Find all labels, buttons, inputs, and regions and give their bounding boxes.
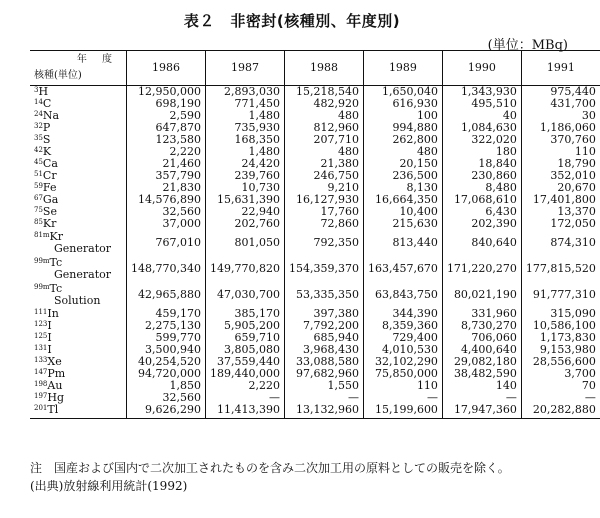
value-cell: 32,102,290 bbox=[363, 356, 442, 368]
nuclide-cell bbox=[30, 356, 127, 368]
value-cell: 239,760 bbox=[205, 170, 284, 182]
value-cell: 163,457,670 bbox=[363, 256, 442, 282]
value-cell: 17,947,360 bbox=[442, 404, 521, 419]
nuclide-subtype: Generator bbox=[54, 268, 112, 281]
data-table bbox=[30, 50, 600, 419]
element-symbol: Kr bbox=[49, 230, 64, 243]
value-cell: 171,220,270 bbox=[442, 256, 521, 282]
value-cell: 812,960 bbox=[284, 122, 363, 134]
value-cell: 75,850,000 bbox=[363, 368, 442, 380]
value-cell: 1,550 bbox=[284, 380, 363, 392]
element-symbol: Xe bbox=[47, 355, 62, 368]
element-symbol: In bbox=[47, 307, 59, 320]
value-cell: 22,940 bbox=[205, 206, 284, 218]
mass-number: 24 bbox=[34, 110, 43, 118]
value-cell: 29,082,180 bbox=[442, 356, 521, 368]
value-cell: 262,800 bbox=[363, 134, 442, 146]
value-cell: 2,893,030 bbox=[205, 86, 284, 99]
value-cell: 207,710 bbox=[284, 134, 363, 146]
value-cell: 975,440 bbox=[521, 86, 599, 99]
value-cell: 123,580 bbox=[127, 134, 206, 146]
value-cell: 16,664,350 bbox=[363, 194, 442, 206]
element-symbol: S bbox=[42, 133, 51, 146]
element-symbol: I bbox=[47, 319, 52, 332]
header-row bbox=[30, 51, 600, 86]
table-row bbox=[30, 404, 600, 419]
year-header: 1988 bbox=[284, 51, 363, 86]
mass-number: 201 bbox=[34, 404, 48, 412]
value-cell: 994,880 bbox=[363, 122, 442, 134]
value-cell: 110 bbox=[363, 380, 442, 392]
element-symbol: I bbox=[47, 343, 52, 356]
value-cell: 17,760 bbox=[284, 206, 363, 218]
mass-number: 81m bbox=[34, 231, 50, 239]
nuclide-cell bbox=[30, 404, 127, 419]
year-header: 1991 bbox=[521, 51, 599, 86]
year-header: 1986 bbox=[127, 51, 206, 86]
mass-number: 85 bbox=[34, 218, 43, 226]
value-cell: 322,020 bbox=[442, 134, 521, 146]
value-cell: 647,870 bbox=[127, 122, 206, 134]
value-cell: 20,282,880 bbox=[521, 404, 599, 419]
value-cell: 18,790 bbox=[521, 158, 599, 170]
mass-number: 32 bbox=[34, 122, 43, 130]
value-cell: 40 bbox=[442, 110, 521, 122]
value-cell: 80,021,190 bbox=[442, 282, 521, 308]
value-cell: 110 bbox=[521, 146, 599, 158]
value-cell: 480 bbox=[284, 110, 363, 122]
value-cell: 1,650,040 bbox=[363, 86, 442, 99]
value-cell: 1,343,930 bbox=[442, 86, 521, 99]
value-cell: 1,480 bbox=[205, 110, 284, 122]
value-cell: 874,310 bbox=[521, 230, 599, 256]
element-symbol: H bbox=[38, 85, 49, 98]
value-cell: 8,359,360 bbox=[363, 320, 442, 332]
value-cell: 4,010,530 bbox=[363, 344, 442, 356]
year-header: 1990 bbox=[442, 51, 521, 86]
value-cell: 21,460 bbox=[127, 158, 206, 170]
value-cell: 10,730 bbox=[205, 182, 284, 194]
value-cell: 8,130 bbox=[363, 182, 442, 194]
value-cell: 16,127,930 bbox=[284, 194, 363, 206]
mass-number: 51 bbox=[34, 170, 43, 178]
value-cell: 706,060 bbox=[442, 332, 521, 344]
mass-number: 3 bbox=[34, 86, 39, 94]
value-cell: 15,199,600 bbox=[363, 404, 442, 419]
value-cell: 840,640 bbox=[442, 230, 521, 256]
table-row bbox=[30, 282, 600, 308]
value-cell: 9,626,290 bbox=[127, 404, 206, 419]
value-cell: 202,390 bbox=[442, 218, 521, 230]
unit-label: (単位：MBq) bbox=[487, 38, 568, 53]
nuclide-cell bbox=[30, 308, 127, 320]
element-symbol: Ga bbox=[42, 193, 59, 206]
value-cell: 18,840 bbox=[442, 158, 521, 170]
value-cell: 10,586,100 bbox=[521, 320, 599, 332]
value-cell: 698,190 bbox=[127, 98, 206, 110]
mass-number: 131 bbox=[34, 344, 48, 352]
value-cell: 480 bbox=[363, 146, 442, 158]
mass-number: 125 bbox=[34, 332, 48, 340]
value-cell: 15,631,390 bbox=[205, 194, 284, 206]
value-cell: 2,220 bbox=[205, 380, 284, 392]
table-row bbox=[30, 218, 600, 230]
value-cell: 2,275,130 bbox=[127, 320, 206, 332]
value-cell: 154,359,370 bbox=[284, 256, 363, 282]
value-cell: 12,950,000 bbox=[127, 86, 206, 99]
mass-number: 147 bbox=[34, 368, 48, 376]
value-cell: 37,559,440 bbox=[205, 356, 284, 368]
element-symbol: K bbox=[42, 145, 52, 158]
nuclide-cell bbox=[30, 320, 127, 332]
value-cell: 735,930 bbox=[205, 122, 284, 134]
value-cell: 315,090 bbox=[521, 308, 599, 320]
value-cell: 38,482,590 bbox=[442, 368, 521, 380]
value-cell: 3,805,080 bbox=[205, 344, 284, 356]
mass-number: 111 bbox=[34, 308, 48, 316]
mass-number: 198 bbox=[34, 380, 48, 388]
value-cell: 767,010 bbox=[127, 230, 206, 256]
value-cell: — bbox=[205, 392, 284, 404]
value-cell: 14,576,890 bbox=[127, 194, 206, 206]
value-cell: 2,590 bbox=[127, 110, 206, 122]
value-cell: 599,770 bbox=[127, 332, 206, 344]
value-cell: 32,560 bbox=[127, 392, 206, 404]
mass-number: 42 bbox=[34, 146, 43, 154]
value-cell: 1,850 bbox=[127, 380, 206, 392]
value-cell: 236,500 bbox=[363, 170, 442, 182]
element-symbol: C bbox=[42, 97, 52, 110]
value-cell: 13,132,960 bbox=[284, 404, 363, 419]
value-cell: 7,792,200 bbox=[284, 320, 363, 332]
element-symbol: I bbox=[47, 331, 52, 344]
nuclide-header-label: 核種(単位) bbox=[34, 70, 82, 81]
value-cell: 21,830 bbox=[127, 182, 206, 194]
nuclide-cell bbox=[30, 282, 127, 308]
value-cell: — bbox=[521, 392, 599, 404]
mass-number: 197 bbox=[34, 392, 48, 400]
corner-header bbox=[30, 51, 127, 86]
value-cell: 140 bbox=[442, 380, 521, 392]
mass-number: 59 bbox=[34, 182, 43, 190]
footnote: 注 国産および国内で二次加工されたものを含み二次加工用の原料としての販売を除く。 bbox=[30, 461, 510, 475]
value-cell: 33,088,580 bbox=[284, 356, 363, 368]
value-cell: 397,380 bbox=[284, 308, 363, 320]
value-cell: 5,905,200 bbox=[205, 320, 284, 332]
value-cell: 177,815,520 bbox=[521, 256, 599, 282]
mass-number: 14 bbox=[34, 98, 43, 106]
table-row bbox=[30, 256, 600, 282]
value-cell: 20,670 bbox=[521, 182, 599, 194]
mass-number: 133 bbox=[34, 356, 48, 364]
mass-number: 75 bbox=[34, 206, 43, 214]
value-cell: 8,480 bbox=[442, 182, 521, 194]
value-cell: 42,965,880 bbox=[127, 282, 206, 308]
value-cell: 24,420 bbox=[205, 158, 284, 170]
table-row bbox=[30, 230, 600, 256]
value-cell: 1,186,060 bbox=[521, 122, 599, 134]
nuclide-subtype: Generator bbox=[54, 242, 112, 255]
mass-number: 67 bbox=[34, 194, 43, 202]
value-cell: 813,440 bbox=[363, 230, 442, 256]
value-cell: 47,030,700 bbox=[205, 282, 284, 308]
value-cell: 495,510 bbox=[442, 98, 521, 110]
value-cell: 40,254,520 bbox=[127, 356, 206, 368]
value-cell: 13,370 bbox=[521, 206, 599, 218]
value-cell: 331,960 bbox=[442, 308, 521, 320]
nuclide-cell bbox=[30, 392, 127, 404]
value-cell: 97,682,960 bbox=[284, 368, 363, 380]
value-cell: 172,050 bbox=[521, 218, 599, 230]
value-cell: 202,760 bbox=[205, 218, 284, 230]
element-symbol: Tc bbox=[49, 256, 63, 269]
value-cell: — bbox=[363, 392, 442, 404]
nuclide-cell bbox=[30, 256, 127, 282]
value-cell: 215,630 bbox=[363, 218, 442, 230]
value-cell: 2,220 bbox=[127, 146, 206, 158]
value-cell: 189,440,000 bbox=[205, 368, 284, 380]
value-cell: 357,790 bbox=[127, 170, 206, 182]
nuclide-cell bbox=[30, 368, 127, 380]
element-symbol: Fe bbox=[42, 181, 57, 194]
value-cell: 30 bbox=[521, 110, 599, 122]
table-title: 表２ 非密封(核種別、年度別) bbox=[183, 12, 401, 30]
mass-number: 99m bbox=[34, 257, 50, 265]
value-cell: 10,400 bbox=[363, 206, 442, 218]
mass-number: 123 bbox=[34, 320, 48, 328]
element-symbol: Se bbox=[42, 205, 57, 218]
element-symbol: Cr bbox=[42, 169, 57, 182]
value-cell: 792,350 bbox=[284, 230, 363, 256]
value-cell: 685,940 bbox=[284, 332, 363, 344]
value-cell: 180 bbox=[442, 146, 521, 158]
value-cell: 28,556,600 bbox=[521, 356, 599, 368]
value-cell: 9,153,980 bbox=[521, 344, 599, 356]
value-cell: 91,777,310 bbox=[521, 282, 599, 308]
source-note: (出典)放射線利用統計(1992) bbox=[30, 479, 188, 493]
element-symbol: Kr bbox=[42, 217, 57, 230]
nuclide-cell bbox=[30, 332, 127, 344]
value-cell: 11,413,390 bbox=[205, 404, 284, 419]
value-cell: 230,860 bbox=[442, 170, 521, 182]
value-cell: 459,170 bbox=[127, 308, 206, 320]
value-cell: 616,930 bbox=[363, 98, 442, 110]
element-symbol: Tl bbox=[47, 403, 59, 416]
value-cell: 771,450 bbox=[205, 98, 284, 110]
value-cell: 6,430 bbox=[442, 206, 521, 218]
year-header-label: 年 度 bbox=[76, 54, 118, 65]
nuclide-cell bbox=[30, 344, 127, 356]
value-cell: 32,560 bbox=[127, 206, 206, 218]
value-cell: 370,760 bbox=[521, 134, 599, 146]
element-symbol: Au bbox=[47, 379, 63, 392]
mass-number: 99m bbox=[34, 283, 50, 291]
value-cell: 15,218,540 bbox=[284, 86, 363, 99]
value-cell: 148,770,340 bbox=[127, 256, 206, 282]
element-symbol: Hg bbox=[47, 391, 65, 404]
value-cell: 17,401,800 bbox=[521, 194, 599, 206]
value-cell: 344,390 bbox=[363, 308, 442, 320]
element-symbol: Na bbox=[42, 109, 60, 122]
value-cell: 480 bbox=[284, 146, 363, 158]
nuclide-cell bbox=[30, 380, 127, 392]
mass-number: 35 bbox=[34, 134, 43, 142]
value-cell: 94,720,000 bbox=[127, 368, 206, 380]
value-cell: 3,700 bbox=[521, 368, 599, 380]
value-cell: 9,210 bbox=[284, 182, 363, 194]
value-cell: 659,710 bbox=[205, 332, 284, 344]
nuclide-cell bbox=[30, 218, 127, 230]
value-cell: — bbox=[442, 392, 521, 404]
value-cell: 4,400,640 bbox=[442, 344, 521, 356]
value-cell: 100 bbox=[363, 110, 442, 122]
value-cell: 70 bbox=[521, 380, 599, 392]
value-cell: 385,170 bbox=[205, 308, 284, 320]
value-cell: 1,480 bbox=[205, 146, 284, 158]
value-cell: 246,750 bbox=[284, 170, 363, 182]
table-body bbox=[30, 86, 600, 419]
element-symbol: Pm bbox=[47, 367, 66, 380]
value-cell: 37,000 bbox=[127, 218, 206, 230]
value-cell: 20,150 bbox=[363, 158, 442, 170]
value-cell: 431,700 bbox=[521, 98, 599, 110]
value-cell: 1,173,830 bbox=[521, 332, 599, 344]
value-cell: 17,068,610 bbox=[442, 194, 521, 206]
mass-number: 45 bbox=[34, 158, 43, 166]
nuclide-subtype: Solution bbox=[54, 294, 101, 307]
year-header: 1989 bbox=[363, 51, 442, 86]
value-cell: 3,500,940 bbox=[127, 344, 206, 356]
year-header: 1987 bbox=[205, 51, 284, 86]
value-cell: 3,968,430 bbox=[284, 344, 363, 356]
value-cell: 168,350 bbox=[205, 134, 284, 146]
element-symbol: P bbox=[42, 121, 51, 134]
value-cell: 21,380 bbox=[284, 158, 363, 170]
value-cell: 72,860 bbox=[284, 218, 363, 230]
value-cell: 63,843,750 bbox=[363, 282, 442, 308]
value-cell: 8,730,270 bbox=[442, 320, 521, 332]
value-cell: 1,084,630 bbox=[442, 122, 521, 134]
value-cell: 482,920 bbox=[284, 98, 363, 110]
element-symbol: Ca bbox=[42, 157, 58, 170]
value-cell: — bbox=[284, 392, 363, 404]
element-symbol: Tc bbox=[49, 282, 63, 295]
value-cell: 352,010 bbox=[521, 170, 599, 182]
nuclide-cell bbox=[30, 230, 127, 256]
value-cell: 53,335,350 bbox=[284, 282, 363, 308]
value-cell: 149,770,820 bbox=[205, 256, 284, 282]
value-cell: 729,400 bbox=[363, 332, 442, 344]
value-cell: 801,050 bbox=[205, 230, 284, 256]
